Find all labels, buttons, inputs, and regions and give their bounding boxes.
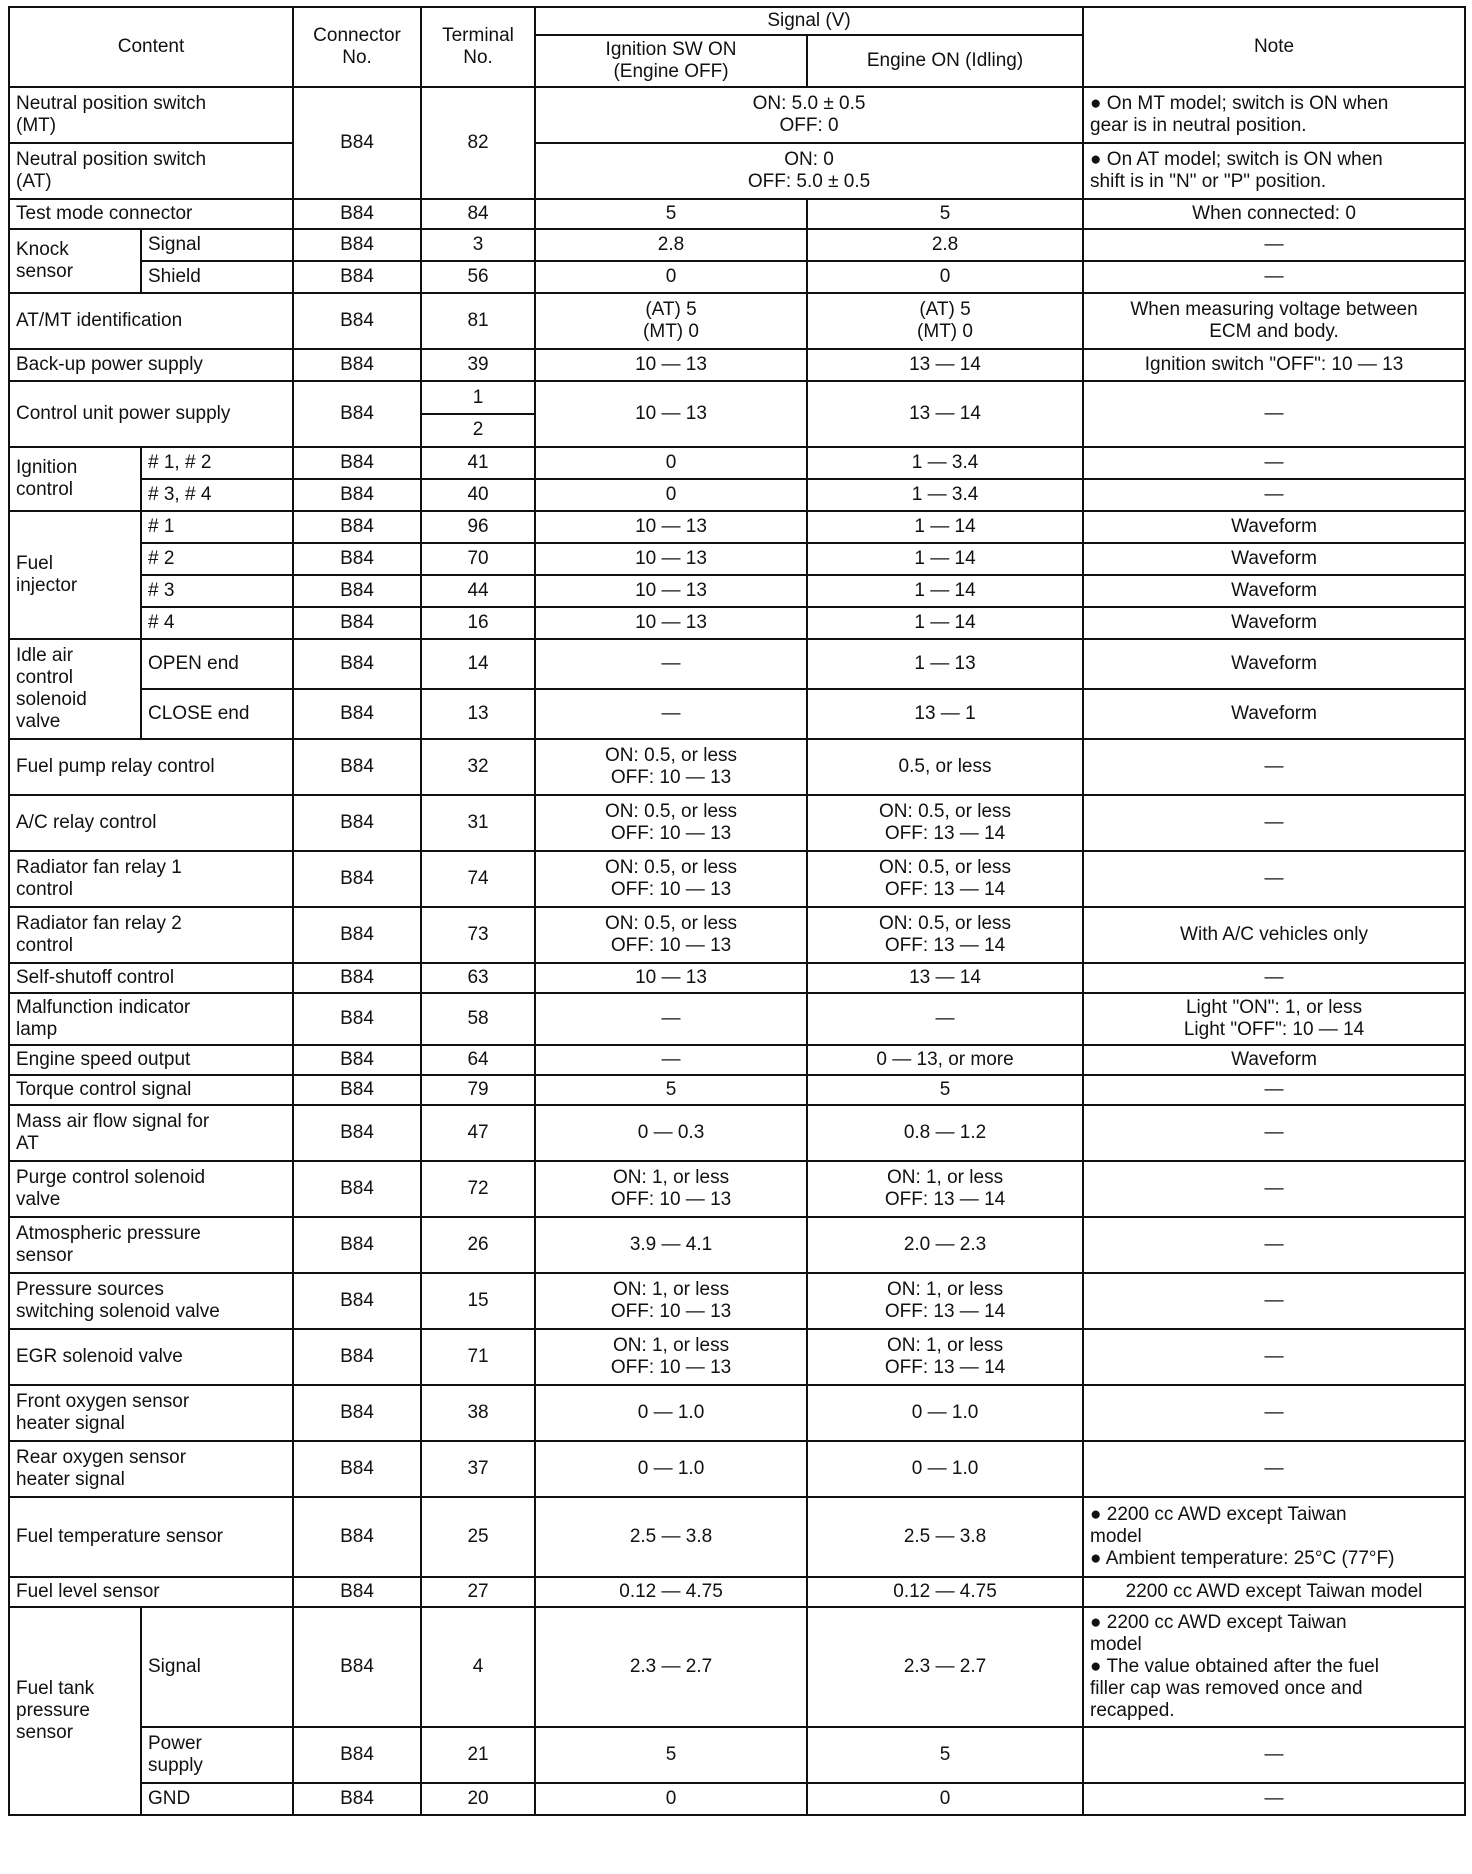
note-cell: — xyxy=(1083,381,1465,447)
note-cell: — xyxy=(1083,1329,1465,1385)
table-row xyxy=(9,1105,1465,1161)
content-cell: Torque control signal xyxy=(9,1075,293,1105)
table-row xyxy=(9,689,1465,739)
terminal-cell: 64 xyxy=(421,1045,535,1075)
connector-cell: B84 xyxy=(293,261,421,293)
table-row xyxy=(9,381,1465,447)
sub-cell: # 3 xyxy=(141,575,293,607)
content-cell: Control unit power supply xyxy=(9,381,293,447)
content-cell: Radiator fan relay 2 control xyxy=(9,907,293,963)
connector-cell: B84 xyxy=(293,87,421,199)
connector-cell: B84 xyxy=(293,851,421,907)
ign-cell: (AT) 5 (MT) 0 xyxy=(535,293,807,349)
ign-cell: 10 — 13 xyxy=(535,607,807,639)
table-row xyxy=(9,1441,1465,1497)
note-cell: — xyxy=(1083,261,1465,293)
ign-cell: 2.8 xyxy=(535,229,807,261)
note-cell: ● 2200 cc AWD except Taiwan model ● The value obtained after the fuel filler cap was removed once and recapped. xyxy=(1083,1607,1465,1727)
ign-cell: 0 xyxy=(535,479,807,511)
eng-cell: 5 xyxy=(807,1727,1083,1783)
eng-cell: 0.12 — 4.75 xyxy=(807,1577,1083,1607)
eng-cell: 5 xyxy=(807,1075,1083,1105)
ign-cell: ON: 0.5, or less OFF: 10 — 13 xyxy=(535,907,807,963)
table-row xyxy=(9,1217,1465,1273)
terminal-cell: 56 xyxy=(421,261,535,293)
note-cell: Light "ON": 1, or less Light "OFF": 10 — 14 xyxy=(1083,993,1465,1045)
table-row xyxy=(9,1161,1465,1217)
table-row xyxy=(9,1783,1465,1815)
signal-cell: ON: 0 OFF: 5.0 ± 0.5 xyxy=(535,143,1083,199)
header-engine-on: Engine ON (Idling) xyxy=(807,35,1083,87)
note-cell: Waveform xyxy=(1083,1045,1465,1075)
terminal-cell: 1 xyxy=(422,383,534,415)
note-cell: Waveform xyxy=(1083,689,1465,739)
sub-cell: # 1, # 2 xyxy=(141,447,293,479)
ign-cell: ON: 1, or less OFF: 10 — 13 xyxy=(535,1161,807,1217)
note-cell: Waveform xyxy=(1083,543,1465,575)
eng-cell: 0 xyxy=(807,1783,1083,1815)
connector-cell: B84 xyxy=(293,575,421,607)
terminal-cell: 74 xyxy=(421,851,535,907)
eng-cell: 2.3 — 2.7 xyxy=(807,1607,1083,1727)
eng-cell: ON: 0.5, or less OFF: 13 — 14 xyxy=(807,907,1083,963)
terminal-cell: 13 xyxy=(421,689,535,739)
sub-cell: OPEN end xyxy=(141,639,293,689)
ign-cell: 0.12 — 4.75 xyxy=(535,1577,807,1607)
connector-cell: B84 xyxy=(293,1217,421,1273)
content-cell: Radiator fan relay 1 control xyxy=(9,851,293,907)
content-cell: AT/MT identification xyxy=(9,293,293,349)
note-cell: — xyxy=(1083,1441,1465,1497)
terminal-cell: 44 xyxy=(421,575,535,607)
connector-cell: B84 xyxy=(293,1105,421,1161)
eng-cell: 0 — 13, or more xyxy=(807,1045,1083,1075)
terminal-cell: 26 xyxy=(421,1217,535,1273)
connector-cell: B84 xyxy=(293,199,421,229)
content-cell: Neutral position switch (AT) xyxy=(9,143,293,199)
connector-cell: B84 xyxy=(293,381,421,447)
content-cell: EGR solenoid valve xyxy=(9,1329,293,1385)
note-cell: ● On MT model; switch is ON when gear is in neutral position. xyxy=(1083,87,1465,143)
connector-cell: B84 xyxy=(293,1075,421,1105)
table-row xyxy=(9,1497,1465,1577)
table-row xyxy=(9,739,1465,795)
eng-cell: 1 — 14 xyxy=(807,607,1083,639)
table-row xyxy=(9,575,1465,607)
sub-cell: GND xyxy=(141,1783,293,1815)
connector-cell: B84 xyxy=(293,1783,421,1815)
note-cell: ● On AT model; switch is ON when shift is in "N" or "P" position. xyxy=(1083,143,1465,199)
connector-cell: B84 xyxy=(293,1577,421,1607)
content-cell: A/C relay control xyxy=(9,795,293,851)
connector-cell: B84 xyxy=(293,1161,421,1217)
connector-cell: B84 xyxy=(293,639,421,689)
sub-cell: # 4 xyxy=(141,607,293,639)
table-row xyxy=(9,479,1465,511)
table-row xyxy=(9,795,1465,851)
sub-cell: Shield xyxy=(141,261,293,293)
eng-cell: ON: 0.5, or less OFF: 13 — 14 xyxy=(807,851,1083,907)
note-cell: — xyxy=(1083,1217,1465,1273)
header-row xyxy=(9,7,1465,35)
terminal-cell: 2 xyxy=(472,419,484,440)
eng-cell: 2.5 — 3.8 xyxy=(807,1497,1083,1577)
ign-cell: 0 xyxy=(535,447,807,479)
connector-cell: B84 xyxy=(293,739,421,795)
eng-cell: 2.0 — 2.3 xyxy=(807,1217,1083,1273)
terminal-cell: 70 xyxy=(421,543,535,575)
header-terminal-no: Terminal No. xyxy=(421,7,535,87)
note-cell: With A/C vehicles only xyxy=(1083,907,1465,963)
ecm-terminal-table-sheet xyxy=(8,6,1464,1816)
terminal-cell: 73 xyxy=(421,907,535,963)
eng-cell: 1 — 14 xyxy=(807,543,1083,575)
terminal-cell: 16 xyxy=(421,607,535,639)
signal-cell: ON: 5.0 ± 0.5 OFF: 0 xyxy=(535,87,1083,143)
content-cell: Back-up power supply xyxy=(9,349,293,381)
table-row xyxy=(9,907,1465,963)
connector-cell: B84 xyxy=(293,1045,421,1075)
terminal-cell: 37 xyxy=(421,1441,535,1497)
eng-cell: 1 — 3.4 xyxy=(807,447,1083,479)
eng-cell: 13 — 14 xyxy=(807,963,1083,993)
ign-cell: ON: 1, or less OFF: 10 — 13 xyxy=(535,1273,807,1329)
note-cell: — xyxy=(1083,1385,1465,1441)
ign-cell: 2.5 — 3.8 xyxy=(535,1497,807,1577)
terminal-cell: 25 xyxy=(421,1497,535,1577)
terminal-cell: 58 xyxy=(421,993,535,1045)
note-cell: — xyxy=(1083,447,1465,479)
table-row xyxy=(9,261,1465,293)
ign-cell: 5 xyxy=(535,1727,807,1783)
header-content: Content xyxy=(9,7,293,87)
terminal-cell: 63 xyxy=(421,963,535,993)
content-cell: Fuel temperature sensor xyxy=(9,1497,293,1577)
table-row xyxy=(9,511,1465,543)
ign-cell: 5 xyxy=(535,1075,807,1105)
ign-cell: ON: 1, or less OFF: 10 — 13 xyxy=(535,1329,807,1385)
ign-cell: 5 xyxy=(535,199,807,229)
ign-cell: 2.3 — 2.7 xyxy=(535,1607,807,1727)
terminal-cell: 14 xyxy=(421,639,535,689)
note-cell: Waveform xyxy=(1083,607,1465,639)
terminal-cell: 71 xyxy=(421,1329,535,1385)
connector-cell: B84 xyxy=(293,1329,421,1385)
terminal-cell: 40 xyxy=(421,479,535,511)
note-cell: — xyxy=(1083,479,1465,511)
connector-cell: B84 xyxy=(293,795,421,851)
ign-cell: 10 — 13 xyxy=(535,963,807,993)
connector-cell: B84 xyxy=(293,1727,421,1783)
note-cell: When connected: 0 xyxy=(1083,199,1465,229)
terminal-cell: 15 xyxy=(421,1273,535,1329)
ign-cell: ON: 0.5, or less OFF: 10 — 13 xyxy=(535,739,807,795)
terminal-cell: 4 xyxy=(421,1607,535,1727)
connector-cell: B84 xyxy=(293,1273,421,1329)
connector-cell: B84 xyxy=(293,349,421,381)
terminal-cell: 39 xyxy=(421,349,535,381)
terminal-cell: 3 xyxy=(421,229,535,261)
table-row xyxy=(9,639,1465,689)
sub-cell: Signal xyxy=(141,229,293,261)
note-cell: — xyxy=(1083,851,1465,907)
table-row xyxy=(9,349,1465,381)
connector-cell: B84 xyxy=(293,689,421,739)
table-row xyxy=(9,1075,1465,1105)
terminal-cell: 21 xyxy=(421,1727,535,1783)
table-row xyxy=(9,447,1465,479)
table-row xyxy=(9,993,1465,1045)
eng-cell: ON: 1, or less OFF: 13 — 14 xyxy=(807,1273,1083,1329)
connector-cell: B84 xyxy=(293,229,421,261)
table-row xyxy=(9,1329,1465,1385)
eng-cell: 1 — 13 xyxy=(807,639,1083,689)
table-row xyxy=(9,851,1465,907)
ign-cell: 0 xyxy=(535,1783,807,1815)
table-row xyxy=(9,199,1465,229)
header-note: Note xyxy=(1083,7,1465,87)
ecm-terminal-signal-table xyxy=(8,6,1466,1816)
table-row xyxy=(9,607,1465,639)
connector-cell: B84 xyxy=(293,1385,421,1441)
note-cell: — xyxy=(1083,229,1465,261)
table-row xyxy=(9,143,1465,199)
content-cell: Rear oxygen sensor heater signal xyxy=(9,1441,293,1497)
note-cell: ● 2200 cc AWD except Taiwan model ● Ambient temperature: 25°C (77°F) xyxy=(1083,1497,1465,1577)
note-cell: 2200 cc AWD except Taiwan model xyxy=(1083,1577,1465,1607)
connector-cell: B84 xyxy=(293,293,421,349)
sub-cell: # 2 xyxy=(141,543,293,575)
sub-cell: # 3, # 4 xyxy=(141,479,293,511)
note-cell: — xyxy=(1083,1727,1465,1783)
content-cell: Test mode connector xyxy=(9,199,293,229)
terminal-cell: 82 xyxy=(421,87,535,199)
connector-cell: B84 xyxy=(293,963,421,993)
eng-cell: 5 xyxy=(807,199,1083,229)
content-cell: Fuel pump relay control xyxy=(9,739,293,795)
note-cell: Waveform xyxy=(1083,511,1465,543)
terminal-cell: 96 xyxy=(421,511,535,543)
terminal-cell: 72 xyxy=(421,1161,535,1217)
table-row xyxy=(9,229,1465,261)
note-cell: — xyxy=(1083,1075,1465,1105)
connector-cell: B84 xyxy=(293,907,421,963)
terminal-cell: 47 xyxy=(421,1105,535,1161)
terminal-cell: 41 xyxy=(421,447,535,479)
content-cell: Fuel level sensor xyxy=(9,1577,293,1607)
connector-cell: B84 xyxy=(293,1607,421,1727)
connector-cell: B84 xyxy=(293,1441,421,1497)
ign-cell: — xyxy=(535,639,807,689)
terminal-cell: 79 xyxy=(421,1075,535,1105)
ign-cell: 0 xyxy=(535,261,807,293)
content-cell: Engine speed output xyxy=(9,1045,293,1075)
table-row xyxy=(9,293,1465,349)
sub-cell: Power supply xyxy=(141,1727,293,1783)
terminal-cell: 81 xyxy=(421,293,535,349)
terminal-split-cell xyxy=(421,381,535,447)
terminal-cell: 20 xyxy=(421,1783,535,1815)
connector-cell: B84 xyxy=(293,511,421,543)
ign-cell: — xyxy=(535,689,807,739)
group-cell: Idle air control solenoid valve xyxy=(9,639,141,739)
eng-cell: 1 — 14 xyxy=(807,575,1083,607)
ign-cell: 10 — 13 xyxy=(535,381,807,447)
note-cell: Waveform xyxy=(1083,639,1465,689)
table-row xyxy=(9,963,1465,993)
ign-cell: 10 — 13 xyxy=(535,575,807,607)
header-connector-no: Connector No. xyxy=(293,7,421,87)
eng-cell: — xyxy=(807,993,1083,1045)
eng-cell: ON: 0.5, or less OFF: 13 — 14 xyxy=(807,795,1083,851)
note-cell: — xyxy=(1083,963,1465,993)
sub-cell: CLOSE end xyxy=(141,689,293,739)
connector-cell: B84 xyxy=(293,607,421,639)
table-row xyxy=(9,87,1465,143)
connector-cell: B84 xyxy=(293,447,421,479)
connector-cell: B84 xyxy=(293,479,421,511)
sub-cell: Signal xyxy=(141,1607,293,1727)
eng-cell: 2.8 xyxy=(807,229,1083,261)
ign-cell: 3.9 — 4.1 xyxy=(535,1217,807,1273)
table-row xyxy=(9,1577,1465,1607)
group-cell: Ignition control xyxy=(9,447,141,511)
table-row xyxy=(9,1727,1465,1783)
eng-cell: 0.8 — 1.2 xyxy=(807,1105,1083,1161)
table-row xyxy=(9,1045,1465,1075)
ign-cell: 10 — 13 xyxy=(535,349,807,381)
terminal-cell: 84 xyxy=(421,199,535,229)
group-cell: Knock sensor xyxy=(9,229,141,293)
ign-cell: 0 — 1.0 xyxy=(535,1441,807,1497)
ign-cell: ON: 0.5, or less OFF: 10 — 13 xyxy=(535,851,807,907)
terminal-cell: 38 xyxy=(421,1385,535,1441)
content-cell: Neutral position switch (MT) xyxy=(9,87,293,143)
terminal-cell: 27 xyxy=(421,1577,535,1607)
ign-cell: — xyxy=(535,1045,807,1075)
table-row xyxy=(9,1385,1465,1441)
content-cell: Purge control solenoid valve xyxy=(9,1161,293,1217)
content-cell: Pressure sources switching solenoid valve xyxy=(9,1273,293,1329)
content-cell: Self-shutoff control xyxy=(9,963,293,993)
ign-cell: ON: 0.5, or less OFF: 10 — 13 xyxy=(535,795,807,851)
terminal-cell: 32 xyxy=(421,739,535,795)
header-signal: Signal (V) xyxy=(535,7,1083,35)
eng-cell: (AT) 5 (MT) 0 xyxy=(807,293,1083,349)
ign-cell: 10 — 13 xyxy=(535,511,807,543)
table-row xyxy=(9,543,1465,575)
eng-cell: 1 — 14 xyxy=(807,511,1083,543)
table-row xyxy=(9,1273,1465,1329)
eng-cell: 13 — 14 xyxy=(807,381,1083,447)
eng-cell: 0 xyxy=(807,261,1083,293)
ign-cell: 0 — 0.3 xyxy=(535,1105,807,1161)
content-cell: Atmospheric pressure sensor xyxy=(9,1217,293,1273)
note-cell: Ignition switch "OFF": 10 — 13 xyxy=(1083,349,1465,381)
table-row xyxy=(9,1607,1465,1727)
eng-cell: 1 — 3.4 xyxy=(807,479,1083,511)
eng-cell: 0.5, or less xyxy=(807,739,1083,795)
note-cell: — xyxy=(1083,1273,1465,1329)
connector-cell: B84 xyxy=(293,993,421,1045)
note-cell: — xyxy=(1083,1105,1465,1161)
eng-cell: ON: 1, or less OFF: 13 — 14 xyxy=(807,1161,1083,1217)
eng-cell: 13 — 1 xyxy=(807,689,1083,739)
content-cell: Malfunction indicator lamp xyxy=(9,993,293,1045)
ign-cell: — xyxy=(535,993,807,1045)
ign-cell: 0 — 1.0 xyxy=(535,1385,807,1441)
note-cell: — xyxy=(1083,1161,1465,1217)
connector-cell: B84 xyxy=(293,1497,421,1577)
group-cell: Fuel tank pressure sensor xyxy=(9,1607,141,1815)
note-cell: Waveform xyxy=(1083,575,1465,607)
sub-cell: # 1 xyxy=(141,511,293,543)
terminal-cell: 31 xyxy=(421,795,535,851)
eng-cell: 13 — 14 xyxy=(807,349,1083,381)
note-cell: — xyxy=(1083,1783,1465,1815)
note-cell: — xyxy=(1083,739,1465,795)
eng-cell: 0 — 1.0 xyxy=(807,1385,1083,1441)
note-cell: When measuring voltage between ECM and body. xyxy=(1083,293,1465,349)
content-cell: Mass air flow signal for AT xyxy=(9,1105,293,1161)
connector-cell: B84 xyxy=(293,543,421,575)
eng-cell: ON: 1, or less OFF: 13 — 14 xyxy=(807,1329,1083,1385)
ign-cell: 10 — 13 xyxy=(535,543,807,575)
group-cell: Fuel injector xyxy=(9,511,141,639)
header-ignition-sw-on: Ignition SW ON (Engine OFF) xyxy=(535,35,807,87)
content-cell: Front oxygen sensor heater signal xyxy=(9,1385,293,1441)
eng-cell: 0 — 1.0 xyxy=(807,1441,1083,1497)
note-cell: — xyxy=(1083,795,1465,851)
